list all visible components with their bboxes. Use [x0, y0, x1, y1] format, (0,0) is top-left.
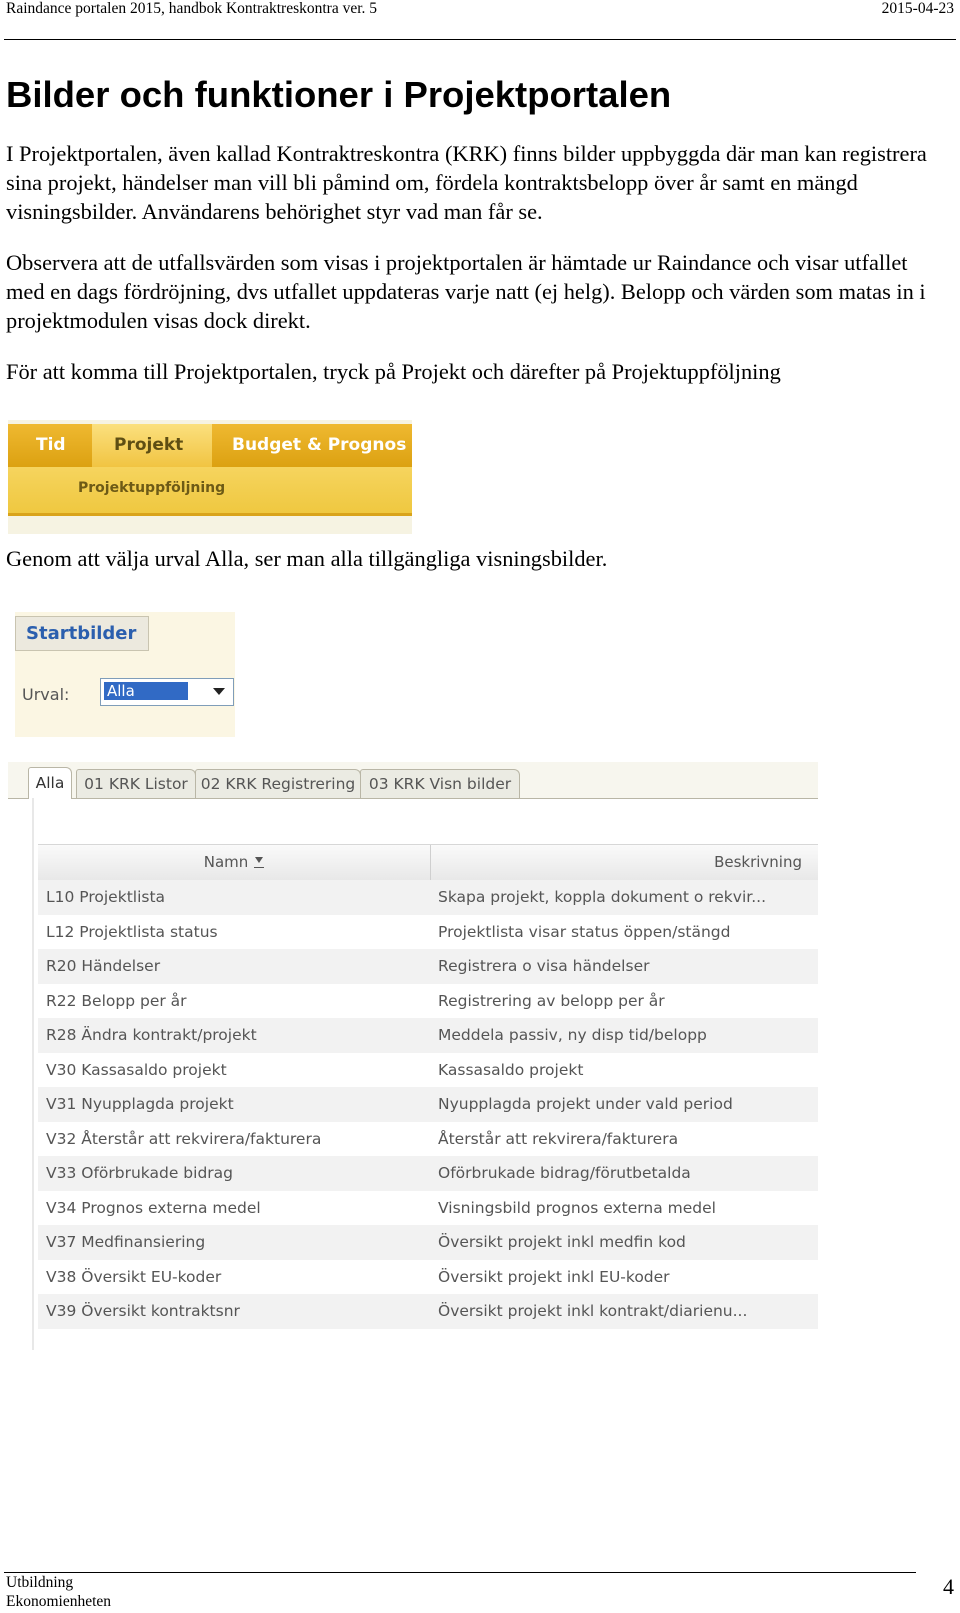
row-name: R28 Ändra kontrakt/projekt — [46, 1026, 257, 1044]
page-title: Bilder och funktioner i Projektportalen — [6, 74, 672, 115]
view-list-screenshot — [8, 762, 818, 1350]
row-description: Kassasaldo projekt — [438, 1060, 584, 1079]
urval-selected-value: Alla — [104, 682, 188, 700]
row-name: V33 Oförbrukade bidrag — [46, 1164, 233, 1182]
table-row[interactable] — [38, 1156, 818, 1191]
row-description: Registrering av belopp per år — [438, 991, 665, 1010]
footer-rule — [4, 1572, 916, 1573]
submenu-border — [8, 513, 412, 516]
row-description: Översikt projekt inkl kontrakt/diarienu... — [438, 1302, 748, 1320]
tab-03-krk-visn-bilder[interactable]: 03 KRK Visn bilder — [360, 769, 520, 798]
table-row[interactable] — [38, 1087, 818, 1122]
table-row[interactable] — [38, 949, 818, 984]
page-number: 4 — [943, 1574, 954, 1599]
table-row[interactable] — [38, 984, 818, 1019]
table-row[interactable] — [38, 1294, 818, 1329]
menu-tab-projekt[interactable]: Projekt — [92, 424, 212, 467]
row-description: Översikt projekt inkl medfin kod — [438, 1233, 686, 1251]
footer-unit: Ekonomienheten — [6, 1593, 112, 1610]
tab-alla[interactable]: Alla — [28, 767, 72, 799]
startbilder-screenshot — [15, 612, 235, 737]
startbilder-title: Startbilder — [15, 616, 149, 651]
table-row[interactable] — [38, 1191, 818, 1226]
dropdown-arrow-icon[interactable] — [213, 688, 225, 695]
row-name: R20 Händelser — [46, 957, 161, 975]
row-name: V30 Kassasaldo projekt — [46, 1060, 227, 1079]
tab-02-krk-registrering[interactable]: 02 KRK Registrering — [195, 769, 361, 798]
table-row[interactable] — [38, 1225, 818, 1260]
table-row[interactable] — [38, 1122, 818, 1157]
selection-paragraph: Genom att välja urval Alla, ser man alla tillgängliga visningsbilder. — [6, 546, 608, 571]
table-row[interactable] — [38, 1018, 818, 1053]
intro-paragraph: I Projektportalen, även kallad Kontraktreskontra (KRK) finns bilder uppbyggda där man kan registrera sina projekt, händelser man vill bli påmind om, fördela kontraktsbelopp över år samt en mängd visningsbilder. Användarens behörighet styr vad man får se. — [6, 141, 927, 224]
note-paragraph: Observera att de utfallsvärden som visas i projektportalen är hämtade ur Raindance och visar utfallet med en dags fördröjning, dvs utfallet uppdateras varje natt (ej helg). Belopp och värden som matas in i projektmodulen visas dock direkt. — [6, 250, 926, 333]
table-row[interactable] — [38, 1053, 818, 1088]
tab-01-krk-listor[interactable]: 01 KRK Listor — [76, 769, 196, 798]
grid-left-border — [32, 798, 34, 1350]
row-description: Oförbrukade bidrag/förutbetalda — [438, 1164, 691, 1182]
table-row[interactable] — [38, 880, 818, 915]
sort-descending-icon — [254, 857, 264, 868]
row-name: V31 Nyupplagda projekt — [46, 1095, 234, 1113]
row-description: Skapa projekt, koppla dokument o rekvir... — [438, 888, 766, 906]
row-description: Nyupplagda projekt under vald period — [438, 1095, 733, 1113]
row-name: V32 Återstår att rekvirera/fakturera — [46, 1129, 322, 1148]
row-name: R22 Belopp per år — [46, 991, 187, 1010]
urval-label: Urval: — [22, 685, 70, 704]
column-header-namn-label: Namn — [203, 853, 249, 871]
table-row[interactable] — [38, 915, 818, 950]
row-name: V37 Medfinansiering — [46, 1233, 206, 1251]
row-description: Meddela passiv, ny disp tid/belopp — [438, 1026, 707, 1044]
header-rule — [4, 39, 956, 40]
footer-department: Utbildning — [6, 1574, 74, 1591]
row-description: Visningsbild prognos externa medel — [438, 1198, 716, 1217]
instruction-paragraph: För att komma till Projektportalen, tryck på Projekt och därefter på Projektuppföljning — [6, 359, 781, 384]
page-header-date: 2015-04-23 — [881, 0, 954, 17]
table-row[interactable] — [38, 1260, 818, 1295]
menu-tab-budget-prognos[interactable]: Budget & Prognos — [232, 435, 407, 455]
row-name: L10 Projektlista — [46, 888, 166, 906]
column-header-beskrivning[interactable]: Beskrivning — [714, 853, 802, 871]
row-name: L12 Projektlista status — [46, 922, 218, 941]
urval-select[interactable] — [100, 678, 234, 706]
row-description: Registrera o visa händelser — [438, 957, 650, 975]
row-name: V39 Översikt kontraktsnr — [46, 1302, 240, 1320]
menu-bar — [8, 424, 412, 467]
menu-tab-tid[interactable]: Tid — [36, 435, 66, 455]
submenu-projektuppfoljning[interactable]: Projektuppföljning — [78, 480, 226, 496]
grid-rows — [38, 880, 818, 1329]
grid-header — [38, 844, 818, 881]
row-description: Projektlista visar status öppen/stängd — [438, 922, 731, 941]
column-separator — [430, 845, 431, 880]
menu-screenshot — [8, 420, 412, 534]
page-header-left: Raindance portalen 2015, handbok Kontraktreskontra ver. 5 — [6, 0, 378, 17]
menu-submenu — [8, 467, 412, 513]
column-header-namn[interactable] — [38, 845, 430, 880]
row-name: V38 Översikt EU-koder — [46, 1267, 222, 1286]
row-description: Återstår att rekvirera/fakturera — [438, 1129, 679, 1148]
row-name: V34 Prognos externa medel — [46, 1198, 261, 1217]
row-description: Översikt projekt inkl EU-koder — [438, 1267, 670, 1286]
